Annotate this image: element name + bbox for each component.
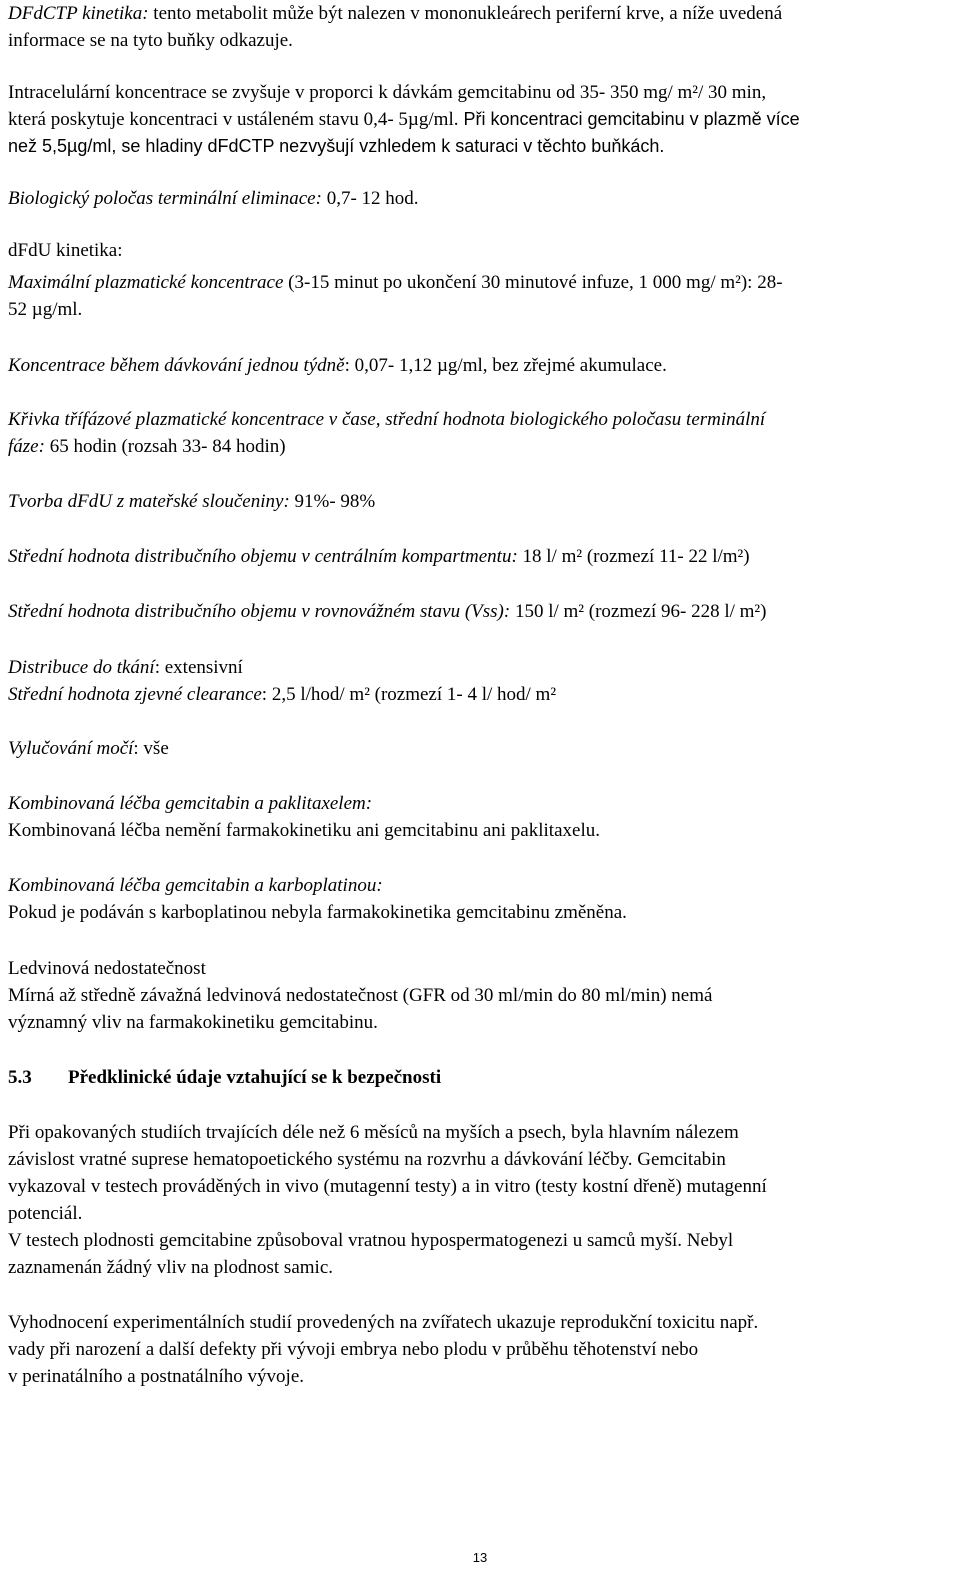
page-number: 13	[472, 1550, 488, 1565]
renal-insufficiency-line-1: Mírná až středně závažná ledvinová nedostatečnost (GFR od 30 ml/min do 80 ml/min) nemá	[8, 985, 713, 1006]
urinary-excretion-label: Vylučování močí	[8, 738, 134, 759]
preclinical-line-4: potenciál.	[8, 1203, 83, 1224]
section-number: 5.3	[8, 1067, 32, 1088]
max-concentration-line-2: 52 µg/ml.	[8, 299, 83, 320]
dfdctp-kinetics-text: tento metabolit může být nalezen v mononukleárech periferní krve, a níže uvedená	[148, 3, 783, 24]
intracellular-line-2b: Při koncentraci gemcitabinu v plazmě více	[458, 109, 800, 129]
paclitaxel-combination-text: Kombinovaná léčba nemění farmakokinetiku ani gemcitabinu ani paklitaxelu.	[8, 820, 600, 841]
carboplatin-combination-title: Kombinovaná léčba gemcitabin a karboplatinou:	[8, 875, 383, 896]
reproductive-toxicity-line-1: Vyhodnocení experimentálních studií provedených na zvířatech ukazuje reprodukční toxicitu např.	[8, 1312, 759, 1333]
dfdctp-kinetics-line-1	[8, 0, 782, 27]
renal-insufficiency-title: Ledvinová nedostatečnost	[8, 958, 206, 979]
dfdu-kinetics-title: dFdU kinetika:	[8, 240, 123, 261]
dfdu-formation-value: 91%- 98%	[289, 491, 376, 512]
clearance-line	[8, 681, 556, 708]
preclinical-line-5: V testech plodnosti gemcitabine způsoboval vratnou hypospermatogenezi u samců myší. Nebyl	[8, 1230, 734, 1251]
steady-state-volume-label: Střední hodnota distribučního objemu v rovnovážném stavu (Vss):	[8, 601, 511, 622]
central-volume-line	[8, 543, 750, 570]
tissue-distribution-value: : extensivní	[154, 657, 243, 678]
half-life-value: 0,7- 12 hod.	[321, 188, 419, 209]
max-concentration-line-1	[8, 269, 783, 296]
urinary-excretion-value: : vše	[133, 738, 169, 759]
clearance-label: Střední hodnota zjevné clearance	[8, 684, 262, 705]
half-life-line	[8, 185, 419, 212]
weekly-dosing-value: : 0,07- 1,12 µg/ml, bez zřejmé akumulace.	[344, 355, 667, 376]
steady-state-volume-value: 150 l/ m² (rozmezí 96- 228 l/ m²)	[510, 601, 767, 622]
paclitaxel-combination-title: Kombinovaná léčba gemcitabin a paklitaxelem:	[8, 793, 373, 814]
preclinical-line-2: závislost vratné suprese hematopoetického systému na rozvrhu a dávkování léčby. Gemcitabin	[8, 1149, 726, 1170]
renal-insufficiency-line-2: významný vliv na farmakokinetiku gemcitabinu.	[8, 1012, 378, 1033]
steady-state-volume-line	[8, 598, 766, 625]
tissue-distribution-label: Distribuce do tkání	[8, 657, 155, 678]
urinary-excretion-line	[8, 735, 169, 762]
intracellular-line-2a: která poskytuje koncentraci v ustáleném stavu 0,4- 5µg/ml.	[8, 109, 459, 130]
tissue-distribution-line	[8, 654, 243, 681]
phase-label: fáze:	[8, 436, 45, 457]
central-volume-value: 18 l/ m² (rozmezí 11- 22 l/m²)	[517, 546, 750, 567]
dfdu-formation-line	[8, 488, 375, 515]
intracellular-line-3: než 5,5µg/ml, se hladiny dFdCTP nezvyšují vzhledem k saturaci v těchto buňkách.	[8, 136, 665, 156]
preclinical-line-3: vykazoval v testech prováděných in vivo (mutagenní testy) a in vitro (testy kostní dřeně) mutagenní	[8, 1176, 767, 1197]
weekly-dosing-line	[8, 352, 667, 379]
max-concentration-text: (3-15 minut po ukončení 30 minutové infuze, 1 000 mg/ m²): 28-	[283, 272, 783, 293]
reproductive-toxicity-line-2: vady při narození a další defekty při vývoji embrya nebo plodu v průběhu těhotenství nebo	[8, 1339, 699, 1360]
weekly-dosing-label: Koncentrace během dávkování jednou týdně	[8, 355, 345, 376]
dfdu-formation-label: Tvorba dFdU z mateřské sloučeniny:	[8, 491, 290, 512]
section-heading	[8, 1064, 441, 1091]
carboplatin-combination-text: Pokud je podáván s karboplatinou nebyla farmakokinetika gemcitabinu změněna.	[8, 902, 627, 923]
half-life-label: Biologický poločas terminální eliminace:	[8, 188, 322, 209]
triphasic-curve-line-1: Křivka třífázové plazmatické koncentrace v čase, střední hodnota biologického poločasu terminální	[8, 409, 766, 430]
preclinical-line-6: zaznamenán žádný vliv na plodnost samic.	[8, 1257, 334, 1278]
dfdctp-kinetics-label: DFdCTP kinetika:	[8, 3, 149, 24]
reproductive-toxicity-line-3: v perinatálního a postnatálního vývoje.	[8, 1366, 305, 1387]
intracellular-line-1: Intracelulární koncentrace se zvyšuje v proporci k dávkám gemcitabinu od 35- 350 mg/ m²/ 30 min,	[8, 82, 767, 103]
intracellular-line-2	[8, 106, 800, 133]
section-title: Předklinické údaje vztahující se k bezpečnosti	[68, 1067, 442, 1088]
phase-value: 65 hodin (rozsah 33- 84 hodin)	[44, 436, 286, 457]
clearance-value: : 2,5 l/hod/ m² (rozmezí 1- 4 l/ hod/ m²	[261, 684, 557, 705]
max-concentration-label: Maximální plazmatické koncentrace	[8, 272, 284, 293]
preclinical-line-1: Při opakovaných studiích trvajících déle než 6 měsíců na myších a psech, byla hlavním nálezem	[8, 1122, 739, 1143]
triphasic-curve-line-2	[8, 433, 286, 460]
dfdctp-kinetics-line-2: informace se na tyto buňky odkazuje.	[8, 30, 293, 51]
central-volume-label: Střední hodnota distribučního objemu v centrálním kompartmentu:	[8, 546, 518, 567]
